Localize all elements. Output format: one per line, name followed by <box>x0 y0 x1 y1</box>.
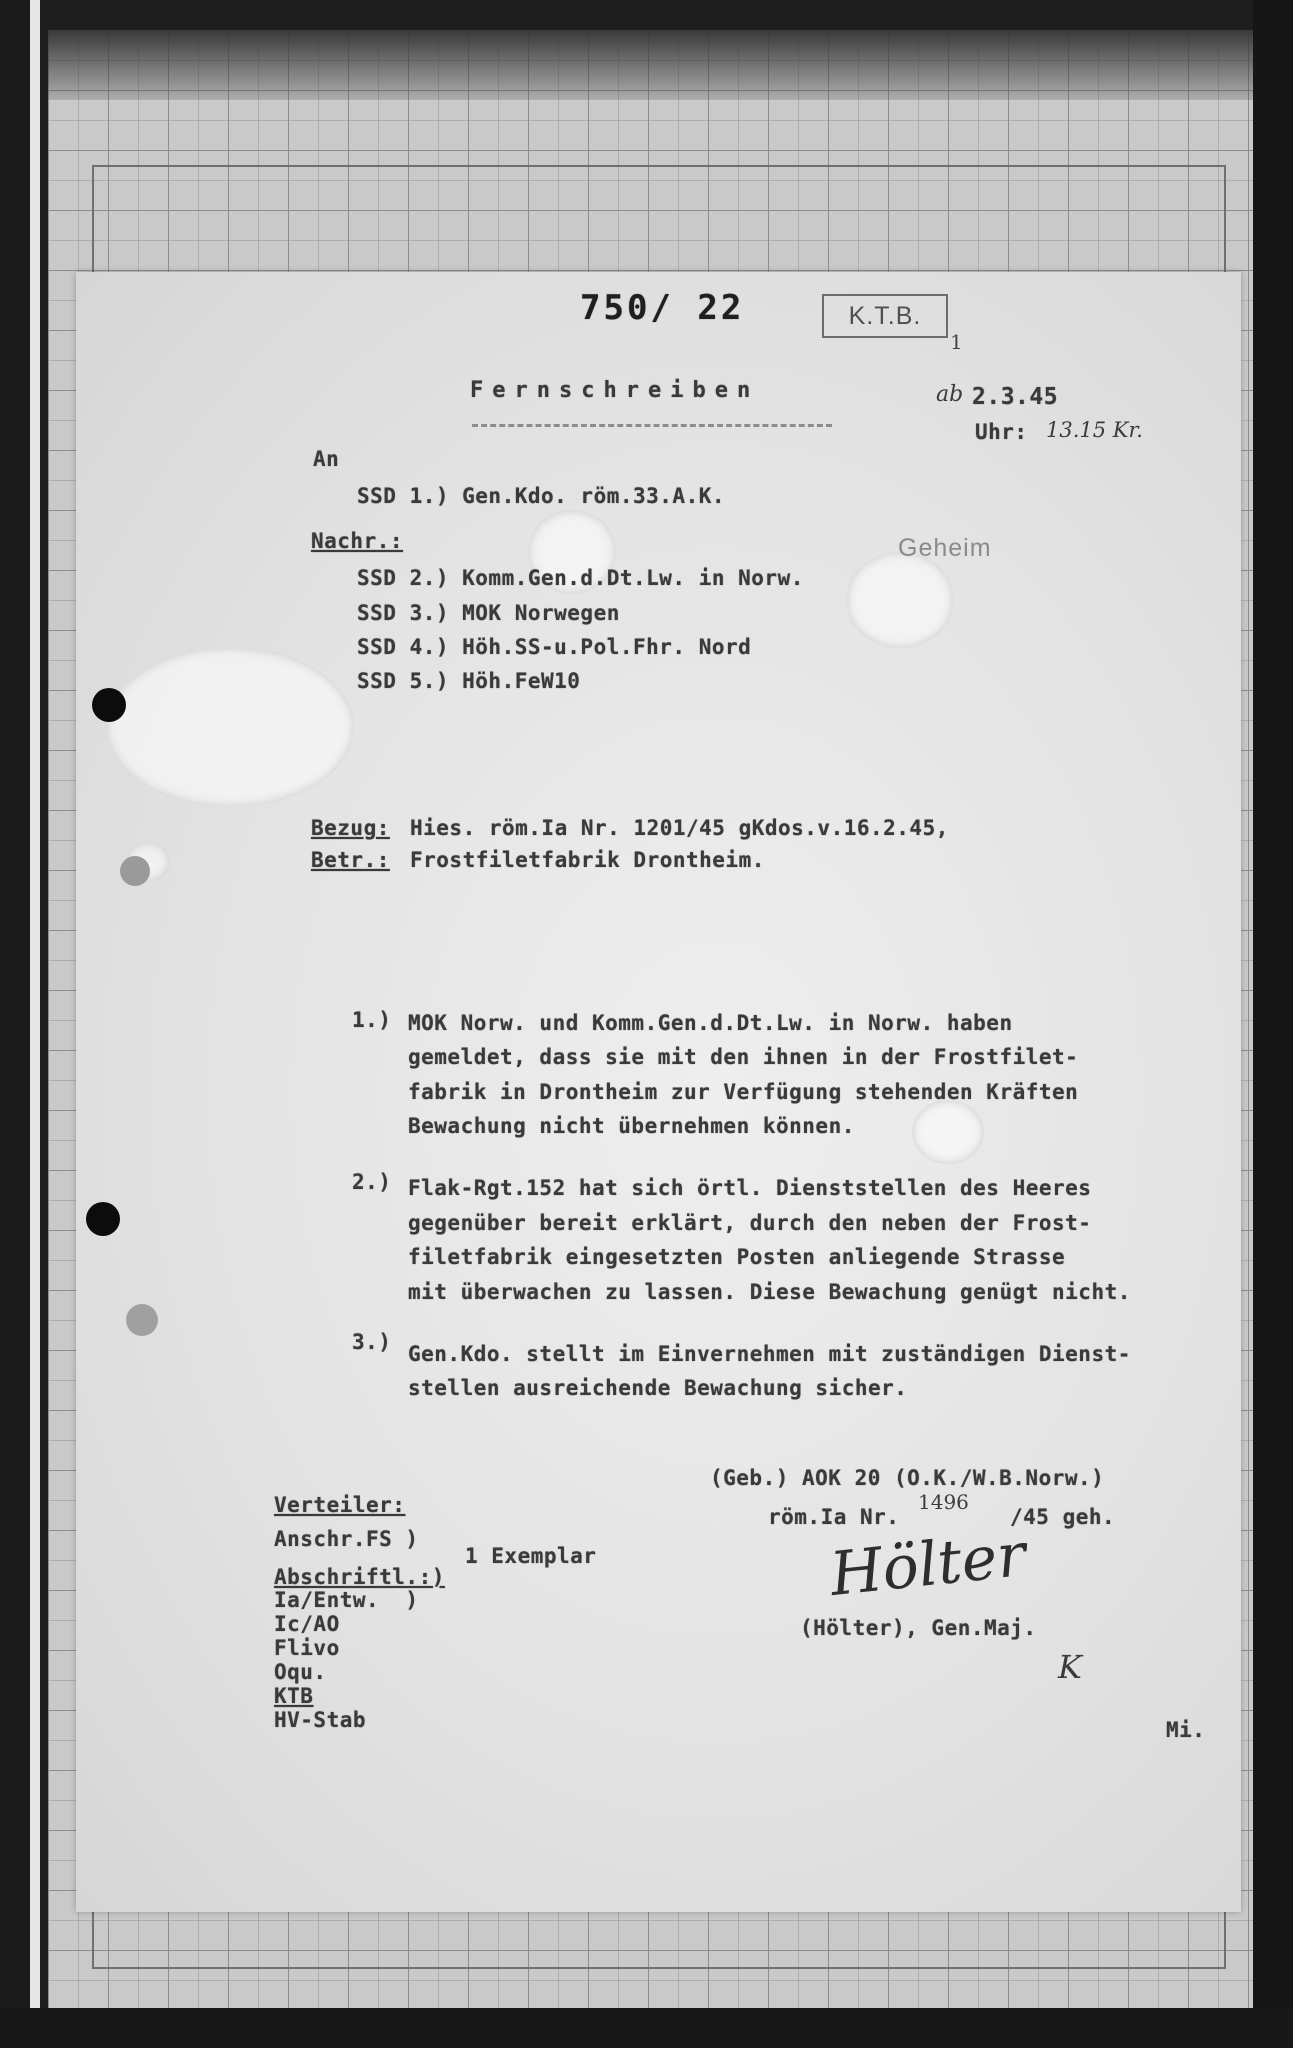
betr-label: Betr.: <box>311 848 390 872</box>
ktb-stamp-mark: 1 <box>950 330 963 354</box>
paragraph-line: Flak-Rgt.152 hat sich örtl. Dienststellen des Heeres <box>408 1176 1092 1200</box>
verteiler-anschrift: Anschr.FS ) <box>274 1527 419 1551</box>
stain-right <box>846 552 954 648</box>
time-label: Uhr: <box>975 420 1028 444</box>
date-value: 2.3.45 <box>972 384 1059 410</box>
verteiler-item: HV-Stab <box>274 1708 367 1732</box>
verteiler-item: KTB <box>274 1684 314 1708</box>
paragraph-line: Bewachung nicht übernehmen können. <box>408 1114 855 1138</box>
paragraph-number: 2.) <box>352 1170 392 1194</box>
nachrichtlich-line: SSD 4.) Höh.SS-u.Pol.Fhr. Nord <box>357 635 752 659</box>
verteiler-item: Flivo <box>274 1636 340 1660</box>
paragraph-line: gegenüber bereit erklärt, durch den neben der Frost- <box>408 1211 1092 1235</box>
paragraph-line: gemeldet, dass sie mit den ihnen in der Frostfilet- <box>408 1045 1079 1069</box>
sender-line: (Geb.) AOK 20 (O.K./W.B.Norw.) <box>710 1466 1105 1490</box>
paragraph-line: mit überwachen zu lassen. Diese Bewachung genügt nicht. <box>408 1280 1131 1304</box>
punch-hole-grey-2 <box>126 1304 158 1336</box>
backing-top-shadow <box>48 30 1260 100</box>
scan-edge-bottom <box>0 2008 1293 2048</box>
punch-hole-middle <box>86 1202 120 1236</box>
paragraph-line: filetfabrik eingesetzten Posten anliegende Strasse <box>408 1245 1066 1269</box>
stain-mid <box>912 1100 984 1164</box>
paragraph-line: Gen.Kdo. stellt im Einvernehmen mit zuständigen Dienst- <box>408 1342 1131 1366</box>
paragraph-number: 3.) <box>352 1330 392 1354</box>
reference-number-prefix: röm.Ia Nr. <box>768 1505 900 1529</box>
title-underline <box>472 424 832 427</box>
nachrichtlich-line: SSD 2.) Komm.Gen.d.Dt.Lw. in Norw. <box>357 566 804 590</box>
verteiler-label: Verteiler: <box>274 1493 406 1517</box>
time-value: 13.15 Kr. <box>1046 418 1143 442</box>
verteiler-abschriftlich: Abschriftl.:) <box>274 1565 445 1589</box>
paragraph-line: MOK Norw. und Komm.Gen.d.Dt.Lw. in Norw. haben <box>408 1011 1013 1035</box>
signature-initial: K <box>1058 1648 1082 1686</box>
date-prefix: ab <box>936 382 964 407</box>
reference-number-handwritten: 1496 <box>918 1490 969 1514</box>
punch-hole-grey-1 <box>120 856 150 886</box>
nachrichtlich-label: Nachr.: <box>311 529 404 553</box>
verteiler-item: Oqu. <box>274 1660 327 1684</box>
ktb-stamp: K.T.B. <box>822 294 948 338</box>
addressee-line-1: SSD 1.) Gen.Kdo. röm.33.A.K. <box>357 484 726 508</box>
file-number: 750/ 22 <box>580 288 745 328</box>
scan-edge-left <box>0 0 40 2048</box>
geheim-stamp: Geheim <box>898 534 992 562</box>
punch-hole-top <box>92 688 126 722</box>
reference-number-suffix: /45 geh. <box>1010 1505 1116 1529</box>
bezug-label: Bezug: <box>311 816 390 840</box>
verteiler-item: Ia/Entw. ) <box>274 1588 419 1612</box>
paragraph-line: fabrik in Drontheim zur Verfügung stehenden Kräften <box>408 1080 1079 1104</box>
footer-initials: Mi. <box>1166 1718 1206 1742</box>
nachrichtlich-line: SSD 3.) MOK Norwegen <box>357 601 620 625</box>
scan-edge-right <box>1253 0 1293 2048</box>
paragraph-number: 1.) <box>352 1008 392 1032</box>
verteiler-exemplar: 1 Exemplar <box>465 1544 597 1568</box>
betr-text: Frostfiletfabrik Drontheim. <box>410 848 765 872</box>
bezug-text: Hies. röm.Ia Nr. 1201/45 gKdos.v.16.2.45, <box>410 816 949 840</box>
paragraph-line: stellen ausreichende Bewachung sicher. <box>408 1376 908 1400</box>
stain-large <box>106 647 354 807</box>
nachrichtlich-line: SSD 5.) Höh.FeW10 <box>357 669 581 693</box>
handwritten-signature: Hölter <box>826 1519 1030 1611</box>
verteiler-item: Ic/AO <box>274 1612 340 1636</box>
document-title: Fernschreiben <box>470 378 760 403</box>
signatory-name: (Hölter), Gen.Maj. <box>800 1616 1037 1640</box>
an-label: An <box>313 447 340 471</box>
